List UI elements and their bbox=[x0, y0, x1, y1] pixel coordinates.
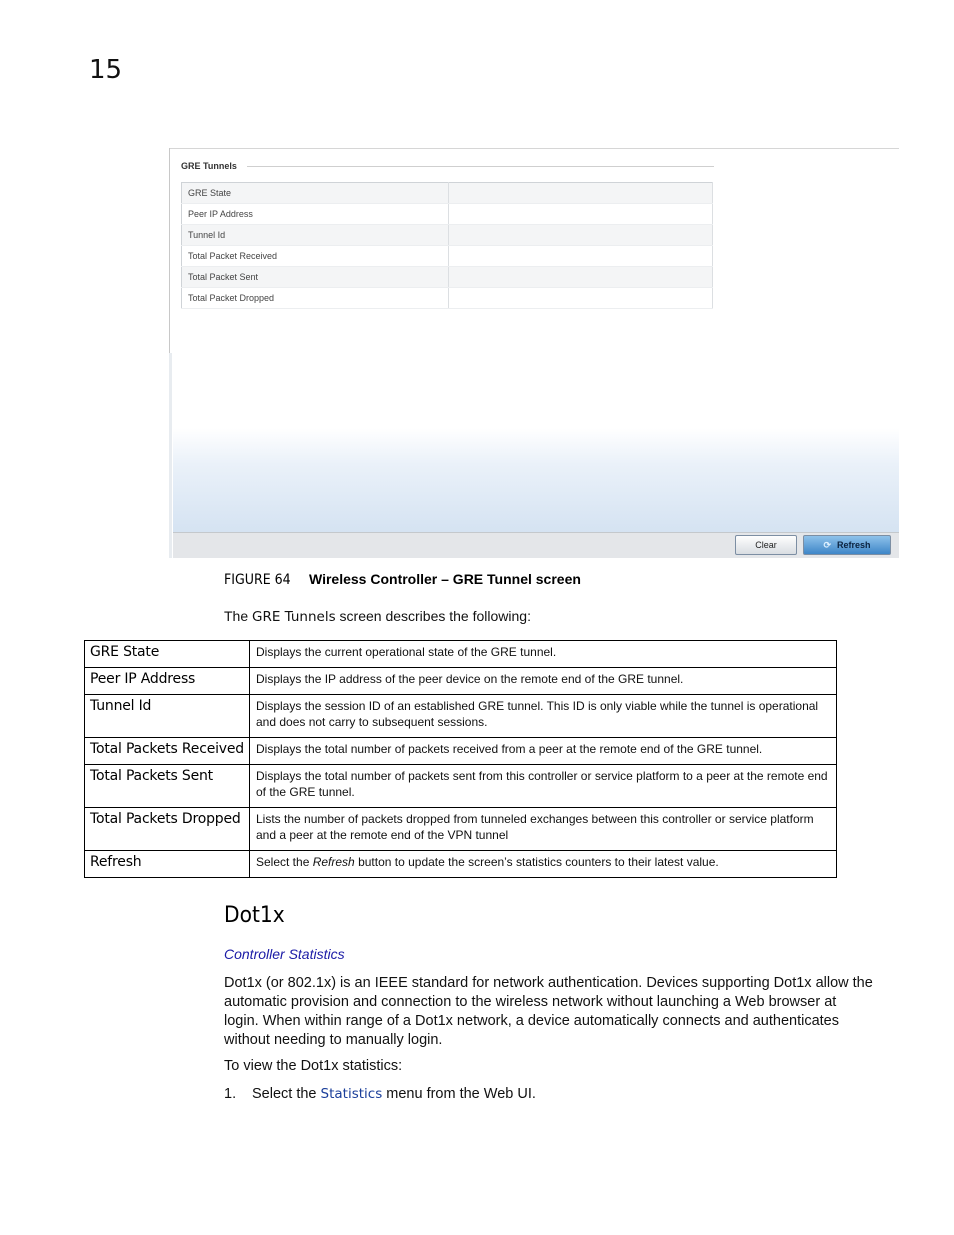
gre-description-table bbox=[84, 640, 837, 878]
figure-label: FIGURE 64 bbox=[224, 572, 291, 588]
figure-title: Wireless Controller – GRE Tunnel screen bbox=[309, 571, 581, 587]
table-desc: Displays the total number of packets received from a peer at the remote end of the GRE tunnel. bbox=[250, 738, 837, 765]
step-prefix: Select the bbox=[252, 1086, 321, 1102]
clear-button[interactable]: Clear bbox=[735, 535, 797, 555]
stats-value bbox=[449, 225, 713, 246]
figure-border-left bbox=[169, 148, 170, 353]
table-row bbox=[85, 668, 837, 695]
table-desc: Displays the IP address of the peer device on the remote end of the GRE tunnel. bbox=[250, 668, 837, 695]
stats-value bbox=[449, 204, 713, 225]
refresh-icon: ⟳ bbox=[823, 540, 832, 550]
table-intro bbox=[224, 608, 531, 625]
step-item bbox=[224, 1086, 536, 1102]
table-term: Total Packets Dropped bbox=[85, 808, 250, 851]
stats-label: Total Packet Sent bbox=[182, 267, 449, 288]
dot1x-paragraph: Dot1x (or 802.1x) is an IEEE standard for network authentication. Devices supporting Dot1x allow the automatic provision and connection to the wireless network without launching a Web browser at login. When within range of a Dot1x network, a device automatically connects and authenticates without needing to manually login. bbox=[224, 975, 873, 1048]
table-term: Peer IP Address bbox=[85, 668, 250, 695]
intro-suffix: screen describes the following: bbox=[335, 608, 531, 624]
stats-value bbox=[449, 288, 713, 309]
gre-tunnels-screenshot bbox=[169, 148, 899, 558]
stats-row bbox=[182, 267, 713, 288]
stats-value bbox=[449, 183, 713, 204]
table-term: Tunnel Id bbox=[85, 695, 250, 738]
controller-statistics-link[interactable]: Controller Statistics bbox=[224, 946, 345, 962]
table-desc: Displays the session ID of an established GRE tunnel. This ID is only viable while the tunnel is operational and does not carry to subsequent sessions. bbox=[250, 695, 837, 738]
figure-border-top bbox=[169, 148, 899, 149]
table-desc: Lists the number of packets dropped from tunneled exchanges between this controller or service platform and a peer at the remote end of the VPN tunnel bbox=[250, 808, 837, 851]
stats-label: Tunnel Id bbox=[182, 225, 449, 246]
table-desc bbox=[250, 851, 837, 878]
table-desc: Displays the total number of packets sent from this controller or service platform to a peer at the remote end of the GRE tunnel. bbox=[250, 765, 837, 808]
table-term: Total Packets Sent bbox=[85, 765, 250, 808]
refresh-button-label: Refresh bbox=[837, 540, 871, 550]
stats-row bbox=[182, 225, 713, 246]
stats-label: Peer IP Address bbox=[182, 204, 449, 225]
desc-suffix: button to update the screen’s statistics counters to their latest value. bbox=[354, 855, 719, 869]
stats-label: Total Packet Received bbox=[182, 246, 449, 267]
table-row bbox=[85, 765, 837, 808]
table-desc: Displays the current operational state of the GRE tunnel. bbox=[250, 641, 837, 668]
stats-label: Total Packet Dropped bbox=[182, 288, 449, 309]
desc-italic: Refresh bbox=[312, 855, 355, 869]
step-suffix: menu from the Web UI. bbox=[382, 1086, 536, 1102]
stats-row bbox=[182, 204, 713, 225]
step-number: 1. bbox=[224, 1086, 237, 1102]
figure-gradient-area bbox=[173, 428, 899, 532]
table-row bbox=[85, 738, 837, 765]
gre-tunnels-group-title: GRE Tunnels bbox=[181, 161, 237, 171]
stats-row bbox=[182, 183, 713, 204]
gre-tunnels-stats-table bbox=[181, 182, 713, 309]
stats-value bbox=[449, 267, 713, 288]
table-row bbox=[85, 695, 837, 738]
view-intro: To view the Dot1x statistics: bbox=[224, 1058, 403, 1074]
table-row bbox=[85, 641, 837, 668]
stats-label: GRE State bbox=[182, 183, 449, 204]
group-title-divider bbox=[247, 166, 714, 167]
table-row bbox=[85, 808, 837, 851]
section-heading: Dot1x bbox=[224, 903, 285, 928]
figure-caption bbox=[224, 571, 581, 588]
stats-row bbox=[182, 288, 713, 309]
chapter-number: 15 bbox=[89, 55, 123, 85]
intro-prefix: The bbox=[224, 608, 253, 624]
figure-border-left-lower bbox=[169, 353, 172, 558]
refresh-button[interactable] bbox=[803, 535, 891, 555]
desc-prefix: Select the bbox=[256, 855, 313, 869]
intro-emphasis: GRE Tunnels bbox=[252, 609, 336, 625]
stats-row bbox=[182, 246, 713, 267]
table-term: Total Packets Received bbox=[85, 738, 250, 765]
table-row bbox=[85, 851, 837, 878]
statistics-menu-term: Statistics bbox=[320, 1086, 383, 1102]
table-term: GRE State bbox=[85, 641, 250, 668]
table-term: Refresh bbox=[85, 851, 250, 878]
stats-value bbox=[449, 246, 713, 267]
